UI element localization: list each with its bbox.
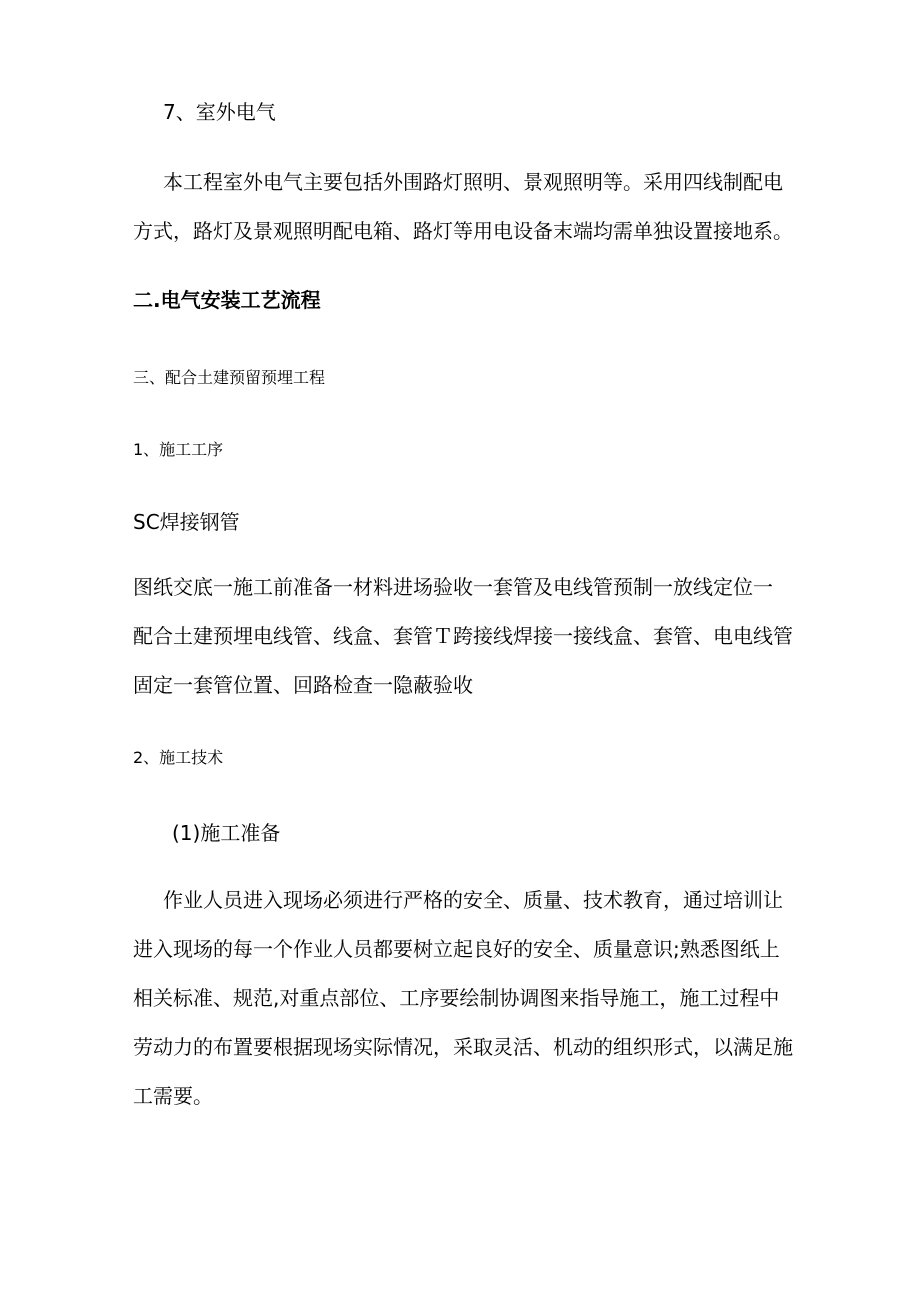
section-7-heading: 7、室外电气 xyxy=(163,100,276,124)
paragraph-line: 作业人员进入现场必须进行严格的安全、质量、技术教育，通过培训让 xyxy=(163,888,783,912)
chapter-2-heading: 二.电气安装工艺流程 xyxy=(133,288,321,312)
paragraph-line: 配合土建预埋电线管、线盒、套管Ｔ跨接线焊接一接线盒、套管、电电线管 xyxy=(133,624,793,648)
chapter-3-heading: 三、配合土建预留预埋工程 xyxy=(133,368,326,387)
paragraph-line: 劳动力的布置要根据现场实际情况，采取灵活、机动的组织形式，以满足施 xyxy=(133,1035,793,1059)
preparation-paragraph xyxy=(133,876,793,1121)
sc-welded-pipe-heading: SC焊接钢管 xyxy=(133,510,240,534)
paragraph-line: 相关标准、规范,对重点部位、工序要绘制协调图来指导施工，施工过程中 xyxy=(133,986,780,1010)
section-7-paragraph xyxy=(133,158,793,256)
process-flow-paragraph xyxy=(133,563,793,710)
paragraph-line: 工需要。 xyxy=(133,1084,213,1108)
paragraph-line: 进入现场的每一个作业人员都要树立起良好的安全、质量意识;熟悉图纸上 xyxy=(133,937,780,961)
paragraph-line: 本工程室外电气主要包括外围路灯照明、景观照明等。采用四线制配电 xyxy=(163,170,783,194)
sub-1-heading: (1)施工准备 xyxy=(172,821,281,845)
paragraph-line: 图纸交底一施工前准备一材料进场验收一套管及电线管预制一放线定位一 xyxy=(133,575,773,599)
item-2-heading: 2、施工技术 xyxy=(133,748,224,767)
paragraph-line: 固定一套管位置、回路检查一隐蔽验收 xyxy=(133,673,473,697)
item-1-heading: 1、施工工序 xyxy=(133,440,224,459)
paragraph-line: 方式，路灯及景观照明配电箱、路灯等用电设备末端均需单独设置接地系。 xyxy=(133,219,793,243)
